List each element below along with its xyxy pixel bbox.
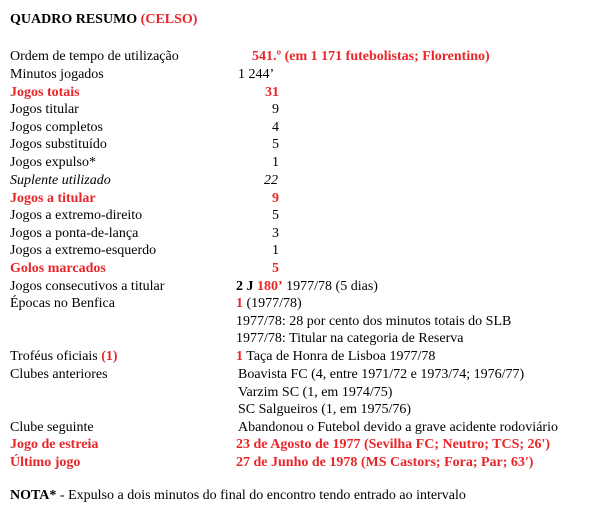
label-next-club: Clube seguinte — [10, 420, 94, 435]
consecutive-games: 2 J — [236, 279, 254, 294]
value-sub-used: 22 — [264, 173, 278, 188]
value-official-trophies — [236, 348, 435, 365]
page-title — [10, 12, 197, 28]
note-label: NOTA* — [10, 488, 57, 503]
value-left-winger: 1 — [272, 243, 279, 258]
label-games-complete: Jogos completos — [10, 120, 103, 135]
value-games-sent-off: 1 — [272, 155, 279, 170]
value-goals-scored: 5 — [272, 261, 279, 276]
value-previous-club-varzim: Varzim SC (1, em 1974/75) — [238, 385, 393, 400]
value-previous-club-boavista: Boavista FC (4, entre 1971/72 e 1973/74; 1976/77) — [238, 367, 525, 382]
value-seasons-benfica — [236, 295, 302, 312]
label-games-substituted: Jogos substituído — [10, 137, 107, 152]
title-player-name: (CELSO) — [140, 12, 198, 27]
seasons-list: (1977/78) — [246, 296, 302, 311]
label-last-game: Último jogo — [10, 455, 81, 470]
value-last-game: 27 de Junho de 1978 (MS Castors; Fora; Par; 63') — [236, 455, 534, 470]
label-previous-clubs: Clubes anteriores — [10, 367, 108, 382]
value-next-club: Abandonou o Futebol devido a grave acidente rodoviário — [238, 420, 558, 435]
consecutive-minutes: 180’ — [257, 279, 283, 294]
value-games-starter: 9 — [272, 102, 279, 117]
seasons-count: 1 — [236, 296, 243, 311]
value-games-complete: 4 — [272, 120, 279, 135]
consecutive-period: 1977/78 (5 dias) — [286, 279, 378, 294]
label-seasons-benfica: Épocas no Benfica — [10, 296, 115, 311]
note-text: - Expulso a dois minutos do final do encontro tendo entrado ao intervalo — [56, 488, 466, 503]
label-goals-scored: Golos marcados — [10, 261, 106, 276]
value-consecutive-starts — [236, 278, 378, 295]
trophies-value-count: 1 — [236, 349, 243, 364]
value-previous-club-salgueiros: SC Salgueiros (1, em 1975/76) — [238, 402, 412, 417]
label-games-sent-off: Jogos expulso* — [10, 155, 96, 170]
label-right-winger: Jogos a extremo-direito — [10, 208, 143, 223]
trophies-count: (1) — [101, 349, 118, 364]
value-season-minutes-pct: 1977/78: 28 por cento dos minutos totais do SLB — [236, 314, 512, 329]
label-total-games: Jogos totais — [10, 85, 80, 100]
value-games-substituted: 5 — [272, 137, 279, 152]
label-consecutive-starts: Jogos consecutivos a titular — [10, 279, 165, 294]
value-minutes-played: 1 244’ — [238, 67, 275, 82]
label-usage-order: Ordem de tempo de utilização — [10, 49, 179, 64]
label-striker: Jogos a ponta-de-lança — [10, 226, 139, 241]
value-season-reserve: 1977/78: Titular na categoria de Reserva — [236, 331, 464, 346]
label-left-winger: Jogos a extremo-esquerdo — [10, 243, 157, 258]
label-minutes-played: Minutos jogados — [10, 67, 104, 82]
label-games-starter: Jogos titular — [10, 102, 79, 117]
footnote — [10, 488, 466, 504]
label-sub-used: Suplente utilizado — [10, 173, 111, 188]
trophies-name: Taça de Honra de Lisboa 1977/78 — [246, 349, 436, 364]
value-total-games: 31 — [265, 85, 279, 100]
label-debut-game: Jogo de estreia — [10, 437, 99, 452]
label-official-trophies — [10, 348, 118, 365]
trophies-label: Troféus oficiais — [10, 349, 98, 364]
value-right-winger: 5 — [272, 208, 279, 223]
value-games-as-starter: 9 — [272, 191, 279, 206]
label-games-as-starter: Jogos a titular — [10, 191, 96, 206]
value-striker: 3 — [272, 226, 279, 241]
title-main: QUADRO RESUMO — [10, 12, 138, 27]
value-debut-game: 23 de Agosto de 1977 (Sevilha FC; Neutro; TCS; 26') — [236, 437, 551, 452]
value-usage-order: 541.º (em 1 171 futebolistas; Florentino) — [252, 49, 490, 64]
